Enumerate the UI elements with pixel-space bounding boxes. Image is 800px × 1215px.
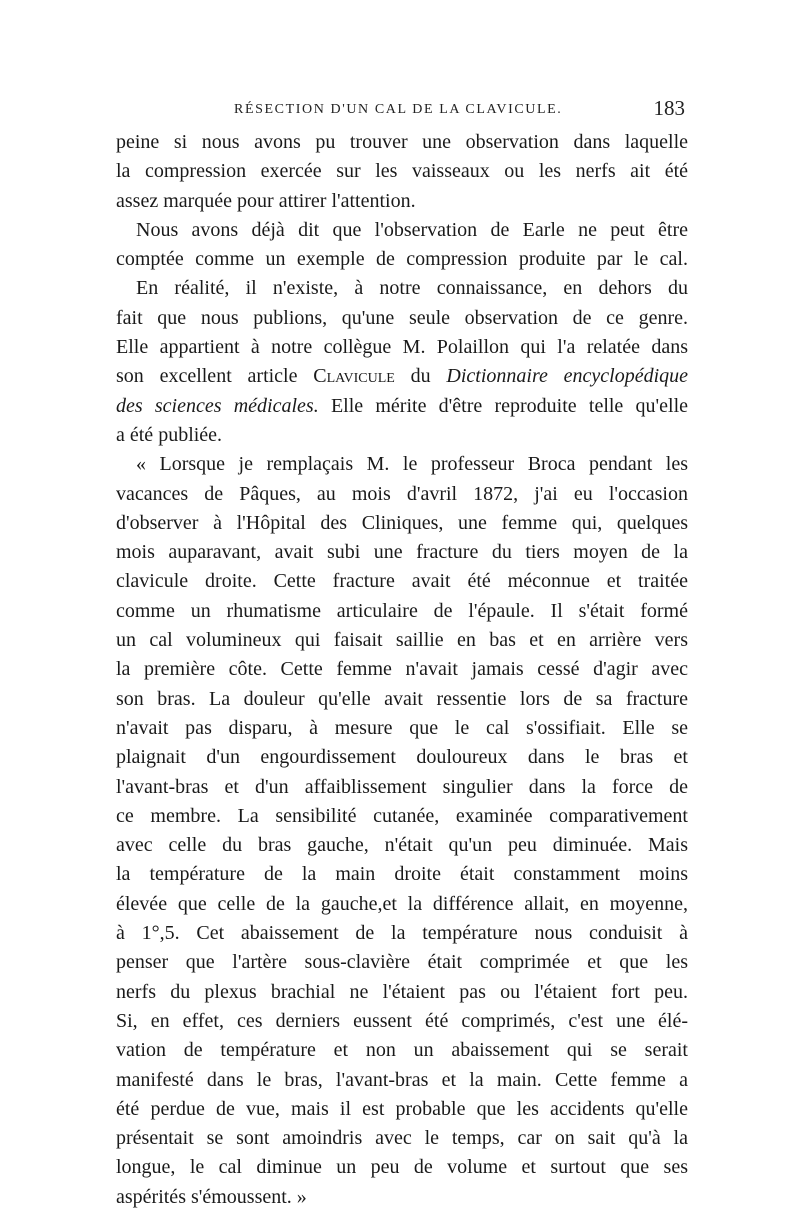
page-header <box>118 96 685 126</box>
text-line: plaignait d'un engourdissement douloureux dans le bras et <box>116 746 688 769</box>
text-line: Si, en effet, ces derniers eussent été comprimés, c'est une élé- <box>116 1009 688 1032</box>
text-fragment: Elle mérite d'être reproduite telle qu'elle <box>318 394 689 417</box>
text-line: En réalité, il n'existe, à notre connaissance, en dehors du <box>136 277 688 300</box>
text-line: vacances de Pâques, au mois d'avril 1872, j'ai eu l'occasion <box>116 482 688 505</box>
text-line: clavicule droite. Cette fracture avait été méconnue et traitée <box>116 570 688 593</box>
text-line: Elle appartient à notre collègue M. Polaillon qui l'a relatée dans <box>116 336 688 359</box>
text-line: à 1°,5. Cet abaissement de la température nous conduisit à <box>116 922 688 945</box>
text-line: mois auparavant, avait subi une fracture du tiers moyen de la <box>116 541 688 564</box>
text-fragment: du <box>394 365 447 388</box>
text-line: ce membre. La sensibilité cutanée, examinée comparativement <box>116 804 688 827</box>
text-line: l'avant-bras et d'un affaiblissement singulier dans la force de <box>116 775 688 798</box>
text-line: d'observer à l'Hôpital des Cliniques, une femme qui, quelques <box>116 511 688 534</box>
text-line-mixed <box>116 392 688 421</box>
text-line: fait que nous publions, qu'une seule observation de ce genre. <box>116 306 688 329</box>
text-line: nerfs du plexus brachial ne l'étaient pas ou l'étaient fort peu. <box>116 980 688 1003</box>
text-line: Nous avons déjà dit que l'observation de Earle ne peut être <box>136 218 688 241</box>
text-line: présentait se sont amoindris avec le temps, car on sait qu'à la <box>116 1127 688 1150</box>
running-head: RÉSECTION D'UN CAL DE LA CLAVICULE. <box>234 102 563 117</box>
text-line: la température de la main droite était constamment moins <box>116 863 688 886</box>
text-line: vation de température et non un abaissement qui se serait <box>116 1039 688 1062</box>
text-line: un cal volumineux qui faisait saillie en bas et en arrière vers <box>116 629 688 652</box>
text-line: a été publiée. <box>116 423 223 446</box>
text-fragment: son excellent article <box>116 365 314 388</box>
text-line: aspérités s'émoussent. » <box>116 1185 307 1208</box>
body-text <box>116 128 688 1212</box>
page-number: 183 <box>653 96 685 120</box>
text-line: peine si nous avons pu trouver une observation dans laquelle <box>116 131 688 153</box>
text-line: avec celle du bras gauche, n'était qu'un peu diminuée. Mais <box>116 834 688 857</box>
work-title-italic: des sciences médicales. <box>116 394 319 417</box>
text-line: son bras. La douleur qu'elle avait ressentie lors de sa fracture <box>116 687 688 710</box>
text-line: comptée comme un exemple de compression produite par le cal. <box>116 248 688 271</box>
text-line: « Lorsque je remplaçais M. le professeur Broca pendant les <box>136 453 688 476</box>
text-line: n'avait pas disparu, à mesure que le cal s'ossifiait. Elle se <box>116 716 688 739</box>
text-line: assez marquée pour attirer l'attention. <box>116 189 416 212</box>
work-title-italic: Dictionnaire encyclopédique <box>446 365 689 388</box>
text-line: manifesté dans le bras, l'avant-bras et la main. Cette femme a <box>116 1068 688 1091</box>
text-line: été perdue de vue, mais il est probable que les accidents qu'elle <box>116 1097 688 1120</box>
text-line: la compression exercée sur les vaisseaux ou les nerfs ait été <box>116 160 688 183</box>
text-line: longue, le cal diminue un peu de volume et surtout que ses <box>116 1156 688 1179</box>
text-line: la première côte. Cette femme n'avait jamais cessé d'agir avec <box>116 658 688 681</box>
text-line-mixed <box>116 362 688 391</box>
text-line: penser que l'artère sous-clavière était comprimée et que les <box>116 951 688 974</box>
text-line: comme un rhumatisme articulaire de l'épaule. Il s'était formé <box>116 599 688 622</box>
text-line: élevée que celle de la gauche,et la différence allait, en moyenne, <box>116 892 688 915</box>
article-title-smallcaps: Clavicule <box>313 365 395 388</box>
